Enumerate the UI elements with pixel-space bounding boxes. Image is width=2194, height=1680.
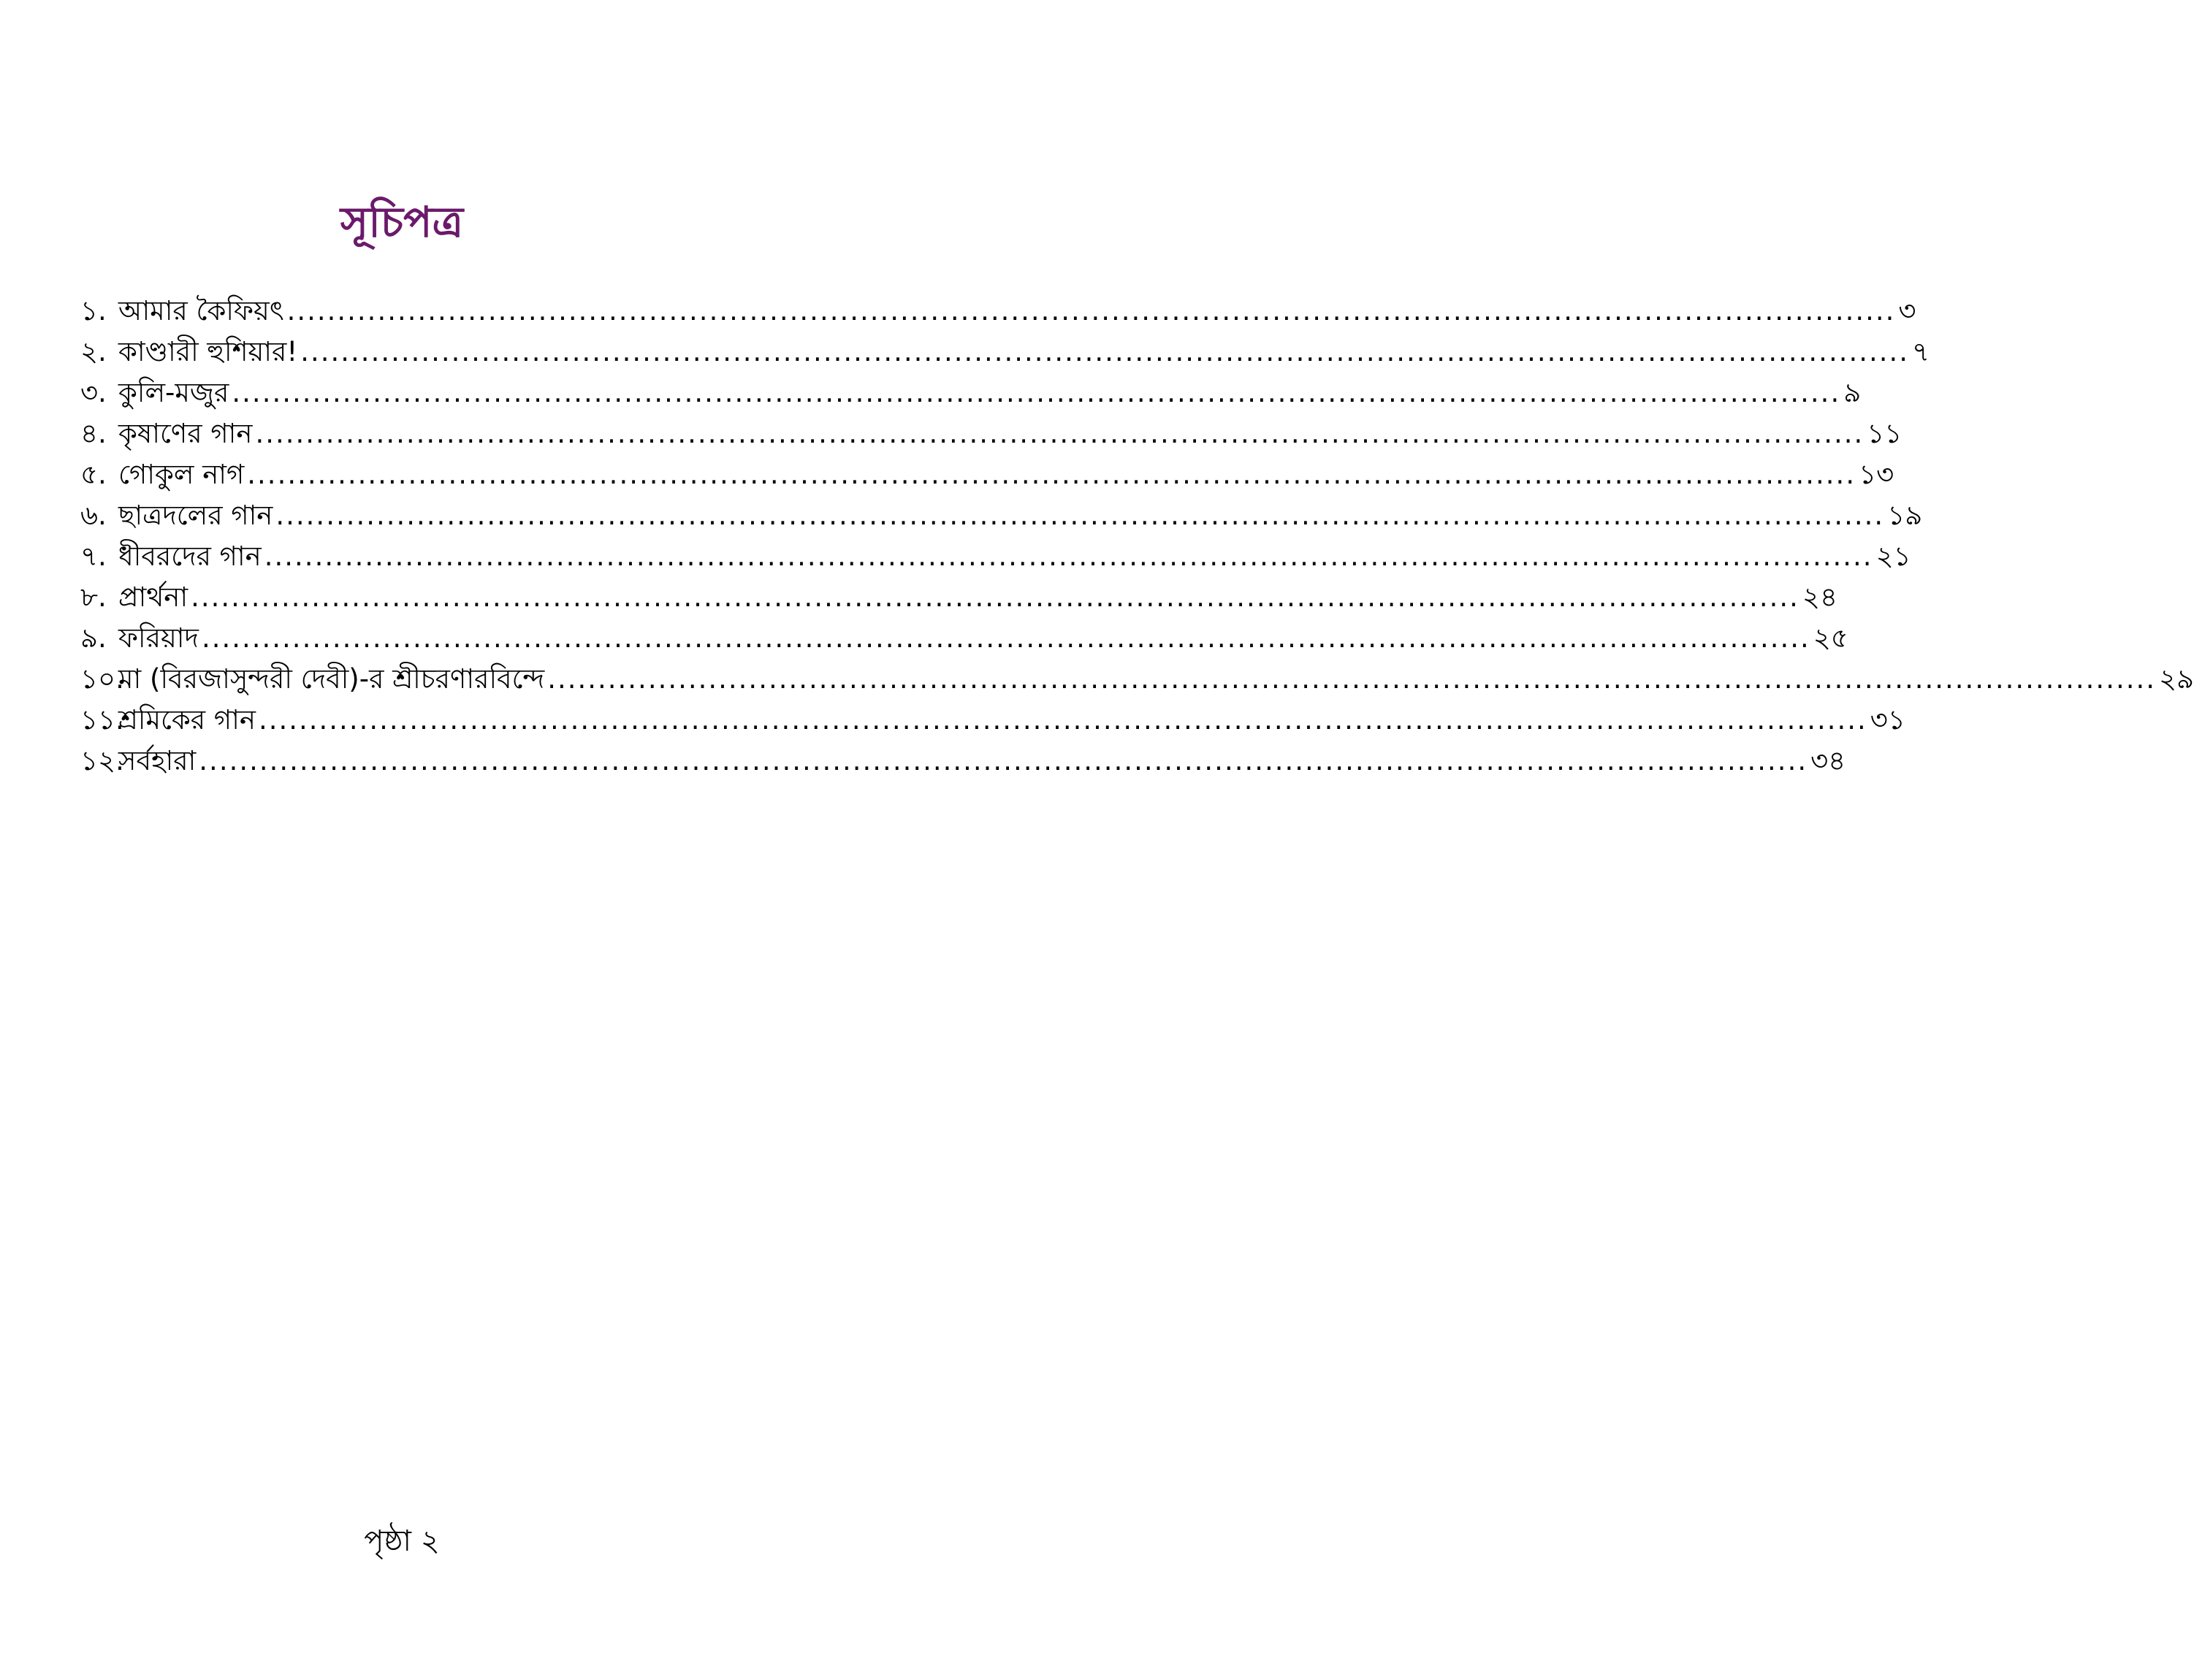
toc-entry[interactable] — [80, 332, 1930, 373]
toc-entry-page: ৩৪ — [1810, 745, 1846, 776]
toc-dot-leader: ................................................................................................................................................................ — [247, 459, 1856, 490]
toc-entry-title: গোকুল নাগ — [118, 459, 245, 490]
toc-dot-leader: ................................................................................................................................................................ — [547, 663, 2156, 695]
toc-entry-page: ২৯ — [2159, 663, 2194, 695]
toc-entry-title: ছাত্রদলের গান — [118, 500, 273, 531]
toc-entry-number: ৫. — [80, 459, 107, 490]
toc-entry-page: ২৫ — [1813, 622, 1848, 654]
toc-dot-leader: ................................................................................................................................................................ — [191, 581, 1799, 613]
toc-entry[interactable] — [80, 413, 1902, 454]
toc-entry-number: ৮. — [80, 581, 107, 613]
toc-entry-number: ১. — [80, 295, 107, 327]
toc-entry-number: ২. — [80, 336, 107, 367]
toc-entry-title: ফরিয়াদ — [118, 622, 199, 654]
toc-entry-title: ধীবরদের গান — [118, 541, 262, 572]
toc-dot-leader: ................................................................................................................................................................ — [199, 745, 1808, 776]
toc-entry-page: ৯ — [1843, 377, 1862, 408]
toc-entry-number: ১০. — [80, 663, 124, 695]
toc-entry-number: ৩. — [80, 377, 107, 408]
toc-entry-number: ১২. — [80, 745, 124, 776]
toc-entry-page: ১৯ — [1887, 500, 1923, 531]
toc-entry-page: ৭ — [1912, 336, 1930, 367]
toc-entry-number: ৯. — [80, 622, 107, 654]
toc-dot-leader: ................................................................................................................................................................ — [201, 622, 1810, 654]
toc-dot-leader: ................................................................................................................................................................ — [258, 704, 1867, 736]
toc-entry-page: ১১ — [1867, 418, 1902, 449]
toc-entry-title: আমার কৈফিয়ৎ — [118, 295, 284, 327]
page-title: সূচিপত্র — [340, 196, 464, 247]
toc-entry-page: ২১ — [1875, 541, 1911, 572]
toc-entry[interactable] — [80, 495, 1923, 536]
toc-entry[interactable] — [80, 700, 1905, 741]
toc-entry-number: ৭. — [80, 541, 107, 572]
toc-entry-number: ৬. — [80, 500, 107, 531]
toc-dot-leader: ................................................................................................................................................................ — [300, 336, 1910, 367]
toc-entry-page: ১৩ — [1859, 459, 1894, 490]
toc-entry-title: কৃষাণের গান — [118, 418, 253, 449]
toc-entry[interactable] — [80, 577, 1837, 618]
toc-entry-title: কাণ্ডারী হুশিয়ার! — [118, 336, 298, 367]
toc-entry-title: প্রার্থনা — [118, 581, 188, 613]
toc-dot-leader: ................................................................................................................................................................ — [286, 295, 1896, 327]
toc-entry-page: ৩ — [1898, 295, 1916, 327]
table-of-contents — [80, 291, 2194, 782]
toc-dot-leader: ................................................................................................................................................................ — [275, 500, 1885, 531]
toc-entry-title: শ্রমিকের গান — [118, 704, 256, 736]
toc-entry[interactable] — [80, 618, 1848, 659]
toc-entry[interactable] — [80, 741, 1846, 782]
toc-dot-leader: ................................................................................................................................................................ — [255, 418, 1864, 449]
toc-entry[interactable] — [80, 454, 1894, 495]
toc-entry-title: কুলি-মজুর — [118, 377, 229, 408]
toc-dot-leader: ................................................................................................................................................................ — [264, 541, 1873, 572]
toc-entry-page: ৩১ — [1870, 704, 1905, 736]
toc-entry[interactable] — [80, 291, 1916, 332]
toc-entry-title: মা (বিরজাসুন্দরী দেবী)-র শ্রীচরণারবিন্দে — [118, 663, 545, 695]
toc-entry-number: ৪. — [80, 418, 107, 449]
toc-entry[interactable] — [80, 659, 2194, 700]
page-number: পৃষ্ঠা ২ — [364, 1524, 440, 1558]
toc-entry-title: সর্বহারা — [118, 745, 197, 776]
toc-entry[interactable] — [80, 373, 1862, 413]
toc-dot-leader: ................................................................................................................................................................ — [232, 377, 1841, 408]
toc-entry-number: ১১. — [80, 704, 124, 736]
toc-entry-page: ২৪ — [1802, 581, 1837, 613]
toc-entry[interactable] — [80, 536, 1911, 577]
